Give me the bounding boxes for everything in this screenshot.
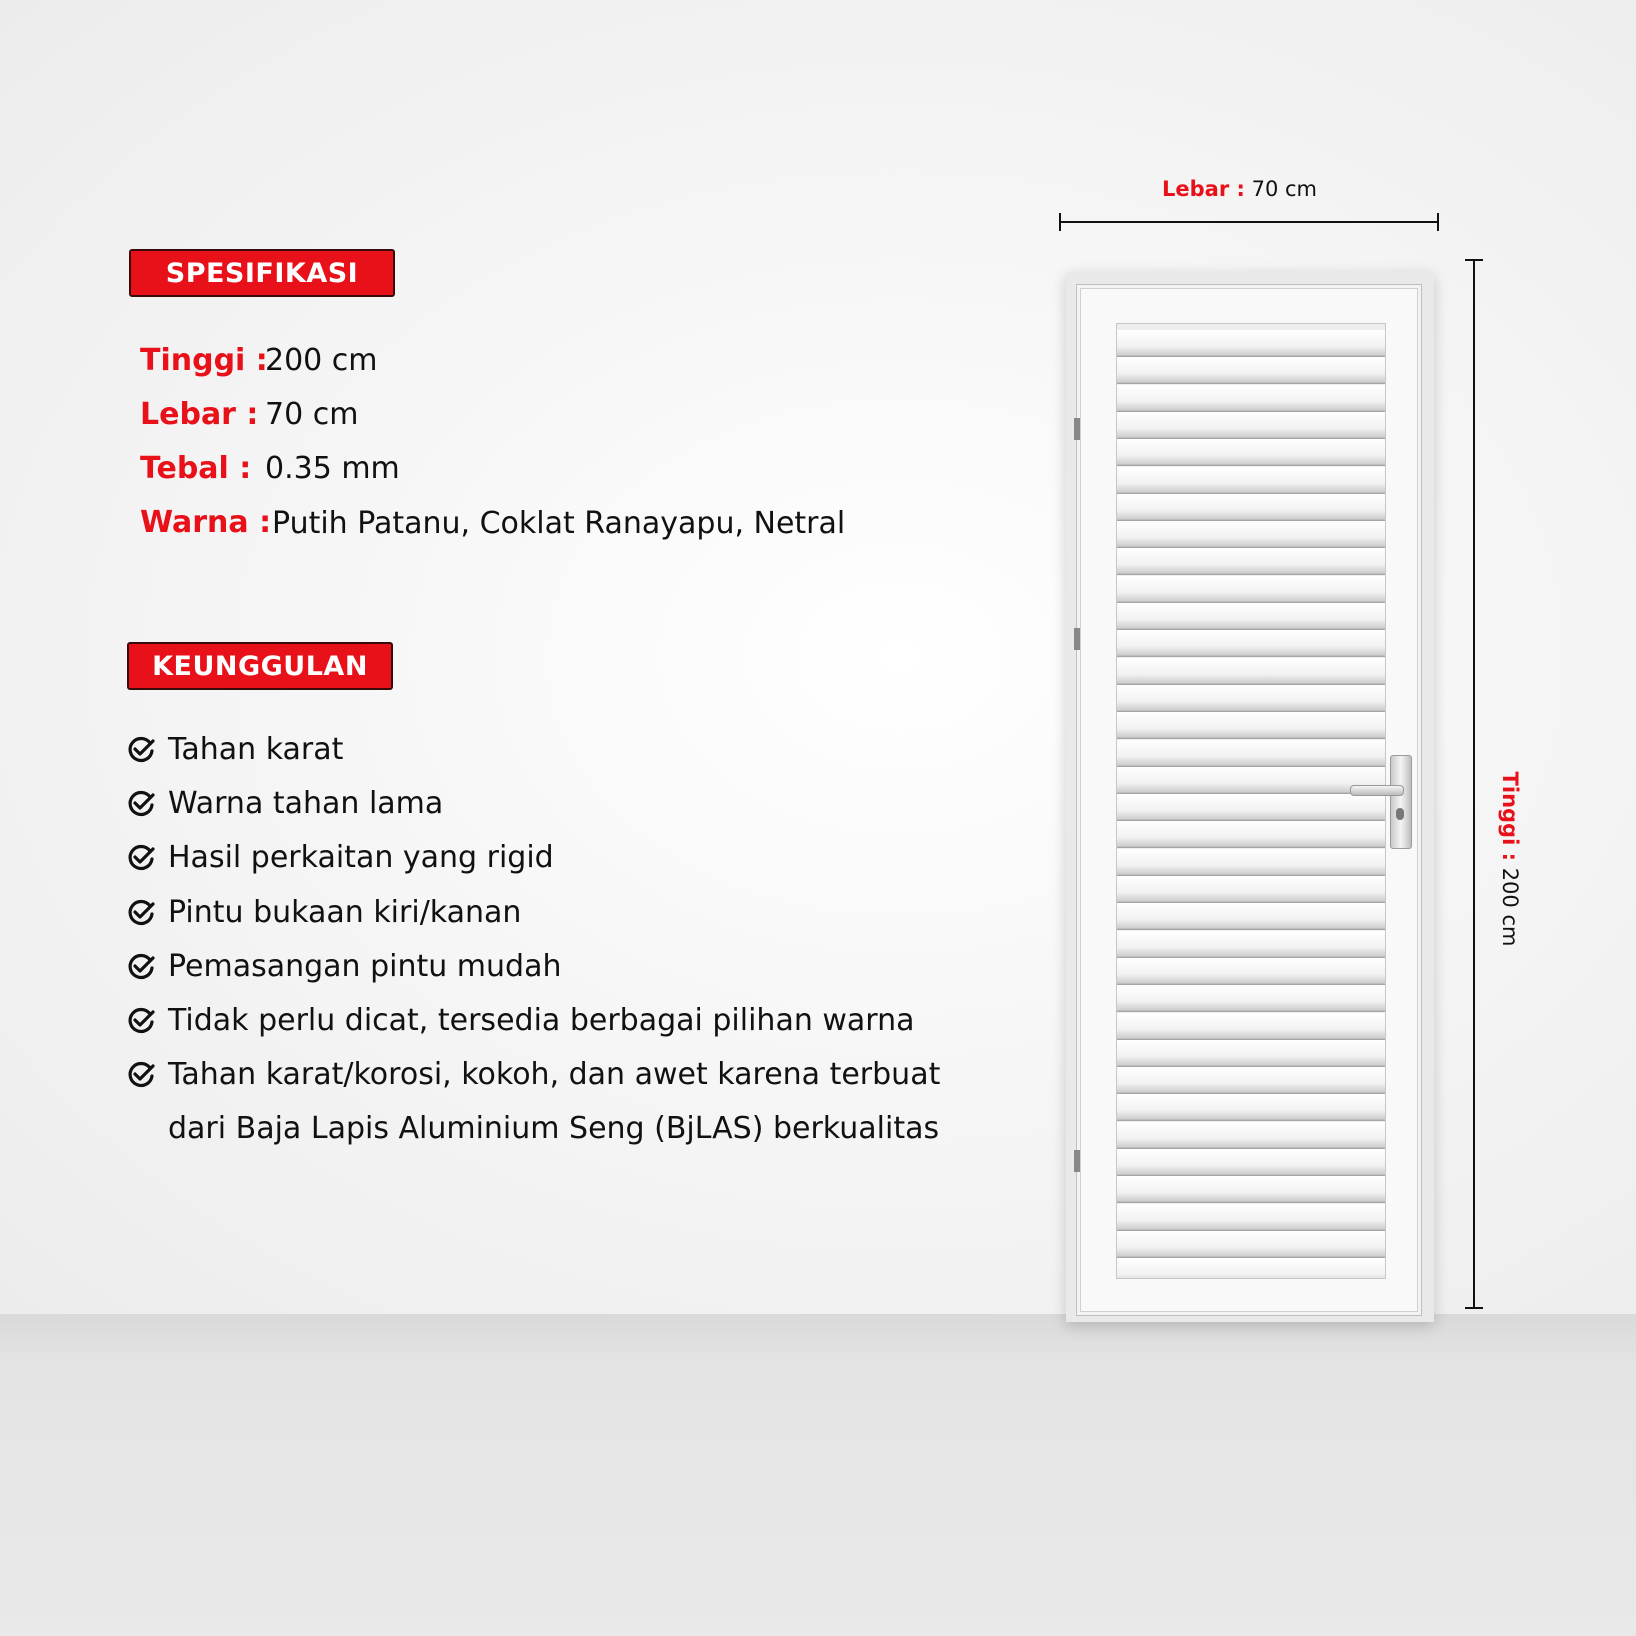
door-louver-slat bbox=[1117, 467, 1385, 494]
spec-row-warna bbox=[140, 497, 271, 547]
door-louver-slat bbox=[1117, 712, 1385, 739]
height-dimension-line bbox=[1462, 256, 1486, 1312]
spec-key: Tinggi : bbox=[140, 342, 268, 378]
floor-background bbox=[0, 1314, 1636, 1636]
door-louver-slat bbox=[1117, 1258, 1385, 1279]
advantage-text: Tahan karat bbox=[168, 731, 344, 767]
check-circle-icon bbox=[126, 788, 156, 818]
door-louver-slat bbox=[1117, 630, 1385, 657]
check-circle-icon bbox=[126, 734, 156, 764]
door-hinge bbox=[1074, 418, 1080, 440]
door-louver-slat bbox=[1117, 794, 1385, 821]
advantage-item bbox=[126, 941, 561, 991]
spec-value: 200 cm bbox=[265, 343, 378, 378]
advantage-item bbox=[126, 995, 915, 1045]
keunggulan-badge bbox=[127, 642, 393, 690]
check-circle-icon bbox=[126, 842, 156, 872]
door-louver-slat bbox=[1117, 1094, 1385, 1121]
door-louver-slat bbox=[1117, 603, 1385, 630]
width-dimension-label bbox=[1162, 177, 1317, 201]
door-louver-slat bbox=[1117, 548, 1385, 575]
door-louver-slat bbox=[1117, 821, 1385, 848]
door-louver-slat bbox=[1117, 903, 1385, 930]
door-louver-slat bbox=[1117, 412, 1385, 439]
door-louver-slat bbox=[1117, 876, 1385, 903]
keunggulan-badge-label: KEUNGGULAN bbox=[152, 650, 368, 682]
spesifikasi-badge-label: SPESIFIKASI bbox=[165, 257, 359, 289]
advantage-text: Warna tahan lama bbox=[168, 785, 444, 821]
width-dimension-value: 70 cm bbox=[1251, 177, 1317, 201]
advantage-text: Tahan karat/korosi, kokoh, dan awet karena terbuat bbox=[168, 1056, 941, 1092]
spec-value: 70 cm bbox=[265, 397, 359, 432]
height-dimension-key: Tinggi : bbox=[1498, 771, 1522, 861]
door-louver-slat bbox=[1117, 931, 1385, 958]
spec-value: Putih Patanu, Coklat Ranayapu, Netral bbox=[272, 506, 846, 541]
door-louver-slat bbox=[1117, 1067, 1385, 1094]
door-louver-slat bbox=[1117, 985, 1385, 1012]
check-circle-icon bbox=[126, 897, 156, 927]
door-louver-slat bbox=[1117, 958, 1385, 985]
door-handle-lever bbox=[1350, 785, 1404, 796]
door-louver-slat bbox=[1117, 576, 1385, 603]
check-circle-icon bbox=[126, 1005, 156, 1035]
advantage-text: Pemasangan pintu mudah bbox=[168, 948, 562, 984]
door-louver-slat bbox=[1117, 658, 1385, 685]
spec-key: Warna : bbox=[140, 504, 272, 540]
door-keyhole bbox=[1396, 808, 1404, 820]
door-louver-panel bbox=[1116, 323, 1386, 1279]
door-louver-slat bbox=[1117, 1040, 1385, 1067]
door-louver-slat bbox=[1117, 849, 1385, 876]
spec-row-lebar bbox=[140, 389, 258, 439]
door-louver-slat bbox=[1117, 1231, 1385, 1258]
door-louver-slat bbox=[1117, 1122, 1385, 1149]
door-louver-slat bbox=[1117, 767, 1385, 794]
width-dimension-line bbox=[1056, 210, 1442, 234]
advantage-text-continuation: dari Baja Lapis Aluminium Seng (BjLAS) berkualitas bbox=[168, 1111, 940, 1146]
door-louver-slat bbox=[1117, 740, 1385, 767]
door-hinge bbox=[1074, 628, 1080, 650]
width-dimension-key: Lebar : bbox=[1162, 177, 1245, 201]
spec-row-tebal bbox=[140, 443, 251, 493]
spesifikasi-badge bbox=[129, 249, 395, 297]
door-louver-slat bbox=[1117, 521, 1385, 548]
advantage-item bbox=[126, 724, 343, 774]
door-handle-plate bbox=[1390, 755, 1412, 849]
spec-row-tinggi bbox=[140, 335, 268, 385]
height-dimension-label bbox=[1498, 769, 1522, 949]
spec-key: Tebal : bbox=[140, 450, 252, 486]
advantage-item bbox=[126, 832, 554, 882]
advantage-item bbox=[126, 778, 443, 828]
height-dimension-value: 200 cm bbox=[1498, 867, 1522, 947]
spec-key: Lebar : bbox=[140, 396, 259, 432]
check-circle-icon bbox=[126, 951, 156, 981]
door-louver-slat bbox=[1117, 385, 1385, 412]
advantage-text: Pintu bukaan kiri/kanan bbox=[168, 894, 522, 930]
door-louver-slat bbox=[1117, 439, 1385, 466]
door-louver-slat bbox=[1117, 1176, 1385, 1203]
advantage-text: Hasil perkaitan yang rigid bbox=[168, 839, 554, 875]
advantage-text: Tidak perlu dicat, tersedia berbagai pilihan warna bbox=[168, 1002, 915, 1038]
advantage-item bbox=[126, 1049, 940, 1099]
door-louver-slat bbox=[1117, 357, 1385, 384]
advantage-item bbox=[126, 887, 521, 937]
door-louver-slat bbox=[1117, 1204, 1385, 1231]
door-louver-slat bbox=[1117, 494, 1385, 521]
door-louver-slat bbox=[1117, 1013, 1385, 1040]
door-louver-slat bbox=[1117, 685, 1385, 712]
check-circle-icon bbox=[126, 1059, 156, 1089]
door-louver-slat bbox=[1117, 1149, 1385, 1176]
spec-value: 0.35 mm bbox=[265, 451, 400, 486]
door-louver-slat bbox=[1117, 330, 1385, 357]
door-hinge bbox=[1074, 1150, 1080, 1172]
